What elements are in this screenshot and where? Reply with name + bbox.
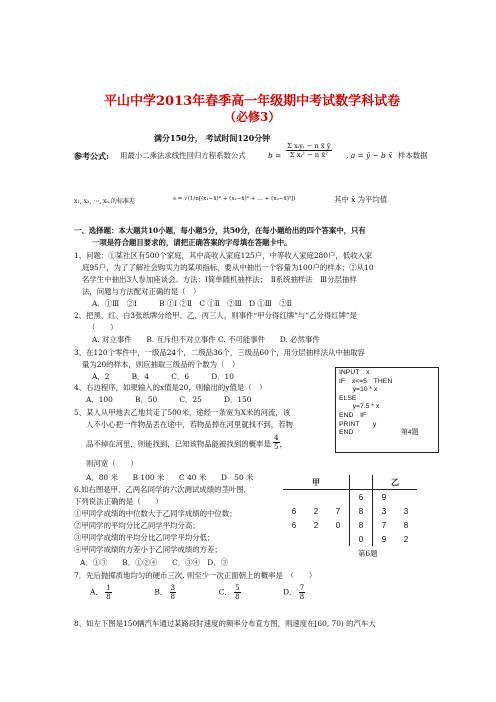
q1-options: A．①Ⅲ ②Ⅰ B ①Ⅰ ②Ⅱ C ①Ⅱ ②Ⅲ D ①Ⅲ ②Ⅱ — [92, 299, 292, 308]
q5-line1: 5、某人从甲地去乙地共走了500米，途经一条宽为X米的河流，该 — [74, 408, 291, 417]
q6-options: A．①③ B．①②④ C．③④ D．③ — [80, 558, 228, 567]
section1-line1: 一、选择题：本大题共10小题，每小题5分，共50分，在每小题给出的四个答案中，只有 — [74, 226, 366, 235]
q5-line4: 则河宽（ ） — [86, 459, 138, 468]
q5-line2: 人不小心把一件物品丢在途中，若物品掉在河里就找不到，若物 — [86, 420, 293, 429]
formula-b-symbol: b = — [268, 151, 282, 160]
section1-line2: 一项是符合题目要求的，请把正确答案的字母填在答题卡中。 — [92, 238, 292, 247]
stem-cell: 8 — [350, 504, 373, 518]
q4-options: A．100 B．50 C．25 D．150 — [86, 395, 252, 404]
q6-caption: 第6题 — [358, 549, 378, 558]
exam-title: 平山中学2013年春季高一年级期中考试数学科试卷 — [104, 94, 401, 109]
q1-line: 庭95户，为了了解社会购买力的某项指标，要从中抽出一个容量为100户的样本；②从10 — [82, 263, 374, 272]
stem-leaf-row — [283, 490, 417, 505]
q3-options: A．2 B．4 C．6 D．10 — [92, 372, 234, 381]
leaf-cell: 2 — [403, 534, 409, 544]
q1-line: 法，问题与方法配对正确的是（ ） — [82, 287, 201, 296]
q2-options: A. 对立事件 B. 互斥但不对立事件 C. 不可能事件 D. 必然事件 — [92, 335, 320, 344]
leaf-cell: 3 — [381, 506, 387, 516]
q8-text: 8、如左下图是150辆汽车通过某路段时速度的频率分布直方图，则速度在[60, 70) 的汽车大 — [74, 619, 376, 628]
q7-option-c — [219, 584, 281, 601]
program-line: INPUT x — [339, 369, 370, 376]
q7-option-d — [283, 584, 345, 601]
q5-frac-num: 4 — [274, 434, 279, 442]
frac-num: 5 — [235, 584, 240, 592]
leaf-cell: 9 — [381, 534, 387, 544]
leaf-cell: 8 — [403, 520, 409, 530]
program-line: PRINT y — [339, 420, 377, 428]
frac-num: 7 — [299, 584, 305, 592]
exam-subtitle: （必修3） — [224, 110, 281, 124]
q6-line: 6.如右图是甲、乙两名同学的六次测试成绩的茎叶图, — [74, 485, 246, 494]
program-line: y=7.5 * x — [339, 403, 380, 411]
q2-line: 2、把黑、红、白3张纸牌分给甲、乙、丙三人，则事件“甲分得红牌”与“乙分得红牌”是 — [74, 311, 358, 320]
q6-line: ①甲同学成绩的中位数大于乙同学成绩的中位数； — [74, 509, 237, 518]
frac-den: 8 — [106, 593, 111, 601]
q6-line: ④甲同学成绩的方差小于乙同学成绩的方差； — [74, 545, 222, 554]
q6-line: 下列说法正确的是（ ） — [74, 497, 163, 506]
q3-line: 量为20的样本，则应抽取三级品的个数为（ ） — [82, 360, 240, 369]
q5-line3-text: 品不掉在河里，则能找到，已知该物品能被找到的概率是 — [86, 439, 271, 449]
q1-line: 名学生中抽出3人参加座谈会。方法：Ⅰ简单随机抽样法； Ⅱ系统抽样法 Ⅲ分层抽样 — [82, 275, 357, 284]
option-fraction — [234, 584, 240, 601]
q5-fraction — [273, 434, 279, 451]
q7-option-b — [154, 584, 216, 601]
formula-b-fraction — [286, 140, 332, 159]
option-letter: B． — [154, 587, 168, 597]
program-line-end: END — [339, 429, 354, 437]
formula-text: 用最小二乘法求线性回归方程系数公式 — [120, 151, 246, 160]
stem-cell: 6 — [350, 490, 373, 505]
leaf-cell: 2 — [313, 520, 319, 530]
formula-text-b: 样本数据 — [398, 151, 428, 160]
leaf-cell: 7 — [381, 520, 387, 530]
leaf-cell — [305, 532, 327, 546]
program-box — [335, 367, 439, 453]
q1-line: 1、问题：①某社区有500个家庭，其中高收入家庭125户，中等收入家庭280户，低收入家 — [74, 251, 373, 260]
stem-leaf-header — [283, 475, 417, 490]
formula-a: , a = ȳ − b x̄ — [346, 151, 393, 160]
q5-options: A．80 米 B 100 米 C 40 米 D 50 米 — [86, 473, 254, 482]
q2-line: （ ） — [88, 323, 118, 332]
stem-leaf-row — [283, 504, 417, 518]
exam-info: 满分150分， 考试时间120分钟 — [154, 133, 271, 143]
q7-option-a — [90, 584, 152, 601]
option-letter: D． — [283, 587, 297, 597]
header-stem — [350, 475, 373, 490]
formula-label: 参考公式: — [74, 151, 109, 161]
frac-den: 8 — [235, 593, 240, 601]
leaf-cell: 3 — [403, 506, 409, 516]
leaf-cell: 6 — [291, 506, 297, 516]
q5-line3-end: ， — [279, 439, 288, 449]
leaf-cell: 6 — [291, 520, 297, 530]
frac-num: 3 — [170, 584, 176, 592]
stem-cell: 8 — [350, 518, 373, 532]
leaf-cell: 0 — [335, 520, 341, 530]
program-line: END IF — [339, 411, 367, 419]
stem-cell: 0 — [350, 532, 373, 546]
std-formula: s = √(1/n[(x₁−x̄)² + (x₂−x̄)² + … + (xₙ−x̄)²]) — [173, 196, 296, 202]
leaf-cell — [283, 490, 305, 505]
leaf-cell — [283, 532, 305, 546]
stem-leaf-table — [283, 475, 417, 546]
formula-b-denominator: Σ xᵢ² − n x̄² — [289, 151, 328, 159]
q5-line3 — [86, 436, 287, 453]
program-line: ELSE — [339, 394, 357, 402]
frac-den: 8 — [299, 593, 305, 601]
stem-leaf-row — [283, 532, 417, 546]
leaf-cell — [327, 490, 350, 505]
frac-num: 1 — [106, 584, 111, 592]
q5-frac-den: 5 — [274, 443, 279, 451]
option-fraction — [299, 584, 305, 601]
header-jia: 甲 — [283, 475, 350, 490]
q3-line: 3、在120个零件中，一级品24个，二级品36个，三级品60个，用分层抽样法从中抽取容 — [74, 348, 365, 357]
q7-options — [90, 584, 345, 601]
leaf-cell: 2 — [313, 506, 319, 516]
q4-caption: 第4题 — [401, 429, 419, 437]
q7-text: 7．先后抛掷质地均匀的硬币三次, 则至少一次正面朝上的概率是 （ ） — [74, 571, 317, 580]
leaf-cell — [305, 490, 327, 505]
std-tail: 其中 x̄ 为平均值 — [334, 195, 388, 204]
option-fraction — [105, 584, 111, 601]
formula-b-numerator: Σ xᵢyᵢ − n x̄ ȳ — [287, 142, 331, 150]
program-line: IF x<=5 THEN — [339, 377, 393, 385]
program-line — [339, 429, 435, 438]
option-fraction — [170, 584, 176, 601]
stem-leaf-row — [283, 518, 417, 532]
leaf-cell: 7 — [335, 506, 341, 516]
leaf-cell: 9 — [381, 492, 387, 502]
header-yi: 乙 — [373, 475, 418, 490]
frac-den: 8 — [170, 593, 176, 601]
q6-line: ③甲同学成绩的平均分比乙同学平均分低； — [74, 533, 215, 542]
leaf-cell — [327, 532, 350, 546]
option-letter: C． — [218, 587, 232, 597]
q6-line: ②甲同学的平均分比乙同学平均分高； — [74, 521, 200, 530]
option-letter: A． — [90, 587, 103, 597]
std-lead: x₁, x₂, ⋯, xₙ 的标准差 — [74, 198, 135, 205]
q4-text: 4、右边程序，如果输入的x值是20，则输出的y值是（ ） — [74, 383, 267, 392]
leaf-cell — [395, 490, 417, 505]
program-line: y=10 * x — [339, 386, 378, 394]
